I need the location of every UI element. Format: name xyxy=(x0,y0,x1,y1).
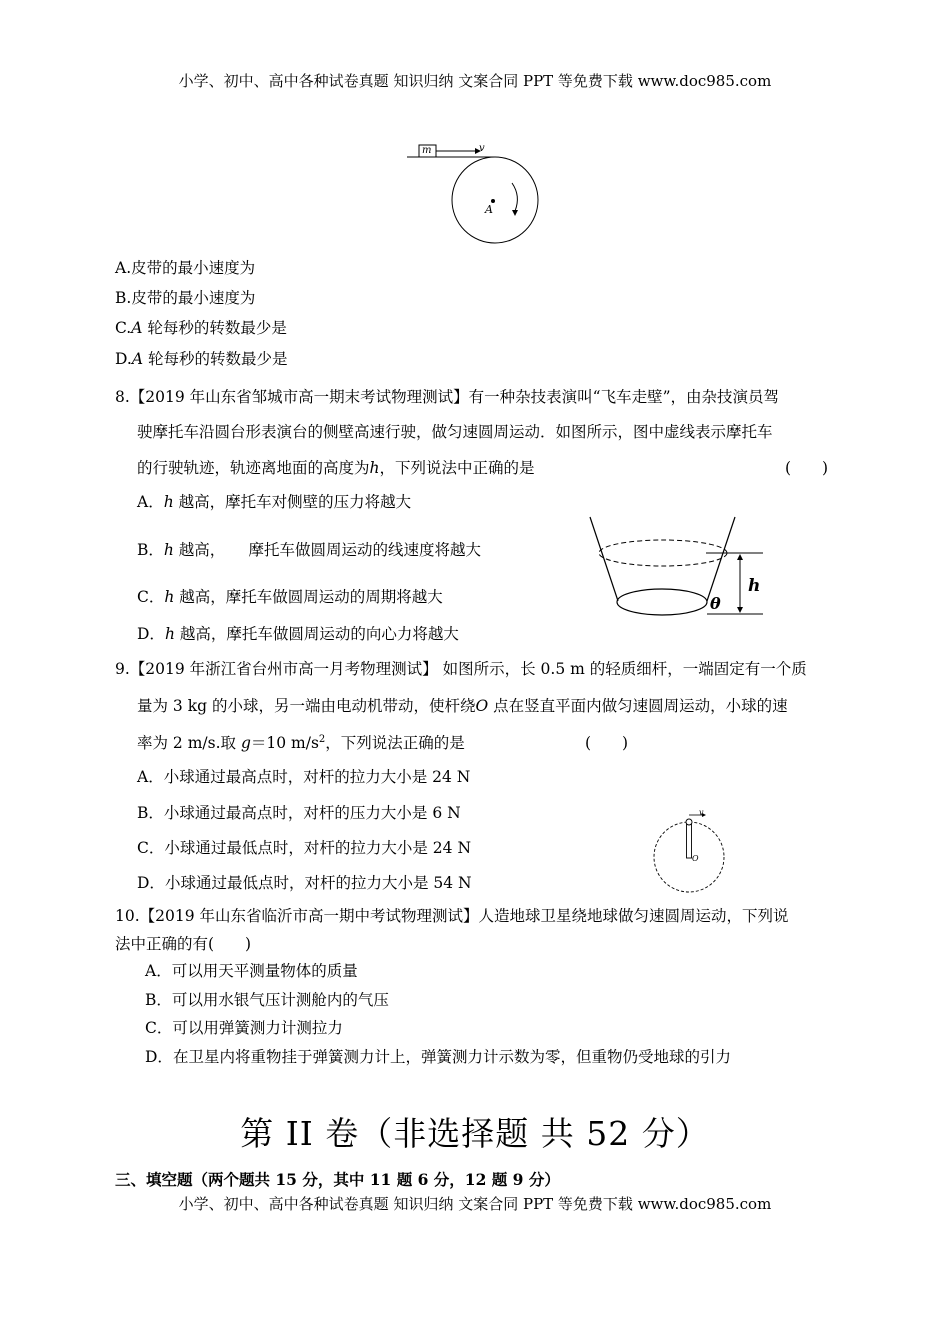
angle-label: θ xyxy=(710,594,721,613)
q7-option-d: D.A 轮每秒的转数最少是 xyxy=(115,350,288,368)
belt-velocity-label: v xyxy=(479,143,485,154)
rotating-rod-figure xyxy=(650,808,730,896)
q8-option-b: B．h 越高， 摩托车做圆周运动的线速度将越大 xyxy=(137,541,482,559)
q8-answer-blank: ( ) xyxy=(785,459,829,477)
q8-option-c: C．h 越高，摩托车做圆周运动的周期将越大 xyxy=(137,588,443,606)
q9-answer-blank: ( ) xyxy=(585,734,629,752)
q9-stem-line-2: 量为 3 kg 的小球，另一端由电动机带动，使杆绕O 点在竖直平面内做匀速圆周运动，小球的速 xyxy=(137,697,788,715)
page-footer: 小学、初中、高中各种试卷真题 知识归纳 文案合同 PPT 等免费下载 www.doc985.com xyxy=(178,1195,772,1213)
section-title: 第 II 卷（非选择题 共 52 分） xyxy=(240,1114,710,1153)
q9-option-b: B．小球通过最高点时，对杆的压力大小是 6 N xyxy=(137,804,461,822)
q7-option-c: C.A 轮每秒的转数最少是 xyxy=(115,319,287,337)
wheel-point-label: A xyxy=(485,203,493,216)
q7-option-a: A.皮带的最小速度为 xyxy=(115,259,256,277)
q8-stem-line-2: 驶摩托车沿圆台形表演台的侧壁高速行驶，做匀速圆周运动．如图所示，图中虚线表示摩托车 xyxy=(137,423,773,441)
q8-stem-line-3: 的行驶轨迹，轨迹离地面的高度为h，下列说法中正确的是 xyxy=(137,459,535,477)
q8-option-d: D．h 越高，摩托车做圆周运动的向心力将越大 xyxy=(137,625,459,643)
q10-option-a: A．可以用天平测量物体的质量 xyxy=(145,962,358,980)
ball-velocity-label: v xyxy=(699,808,704,817)
block-mass-label: m xyxy=(422,145,432,156)
wall-of-death-figure xyxy=(585,515,785,625)
pivot-point-label: O xyxy=(692,854,699,863)
q10-option-b: B．可以用水银气压计测舱内的气压 xyxy=(145,991,389,1009)
q9-option-d: D．小球通过最低点时，对杆的拉力大小是 54 N xyxy=(137,874,472,892)
page-header: 小学、初中、高中各种试卷真题 知识归纳 文案合同 PPT 等免费下载 www.doc985.com xyxy=(178,72,772,90)
q9-stem-line-1: 9.【2019 年浙江省台州市高一月考物理测试】 如图所示，长 0.5 m 的轻质细杆，一端固定有一个质 xyxy=(115,660,807,678)
q9-option-a: A．小球通过最高点时，对杆的拉力大小是 24 N xyxy=(137,768,471,786)
q10-stem-line-1: 10.【2019 年山东省临沂市高一期中考试物理测试】人造地球卫星绕地球做匀速圆周运动，下列说 xyxy=(115,907,789,925)
q8-stem-line-1: 8.【2019 年山东省邹城市高一期末考试物理测试】有一种杂技表演叫“飞车走壁”，由杂技演员驾 xyxy=(115,388,780,406)
q10-option-d: D．在卫星内将重物挂于弹簧测力计上，弹簧测力计示数为零，但重物仍受地球的引力 xyxy=(145,1048,731,1066)
q10-stem-line-2: 法中正确的有( ) xyxy=(115,935,252,953)
q9-stem-line-3: 率为 2 m/s.取 g＝10 $m/s^2$，下列说法正确的是 xyxy=(137,733,465,752)
q7-option-b: B.皮带的最小速度为 xyxy=(115,289,256,307)
section-subtitle: 三、填空题（两个题共 15 分，其中 11 题 6 分，12 题 9 分） xyxy=(115,1170,560,1189)
q8-option-a: A．h 越高，摩托车对侧壁的压力将越大 xyxy=(137,493,412,511)
q9-option-c: C．小球通过最低点时，对杆的拉力大小是 24 N xyxy=(137,839,472,857)
height-label: h xyxy=(748,576,761,596)
q10-option-c: C．可以用弹簧测力计测拉力 xyxy=(145,1019,343,1037)
